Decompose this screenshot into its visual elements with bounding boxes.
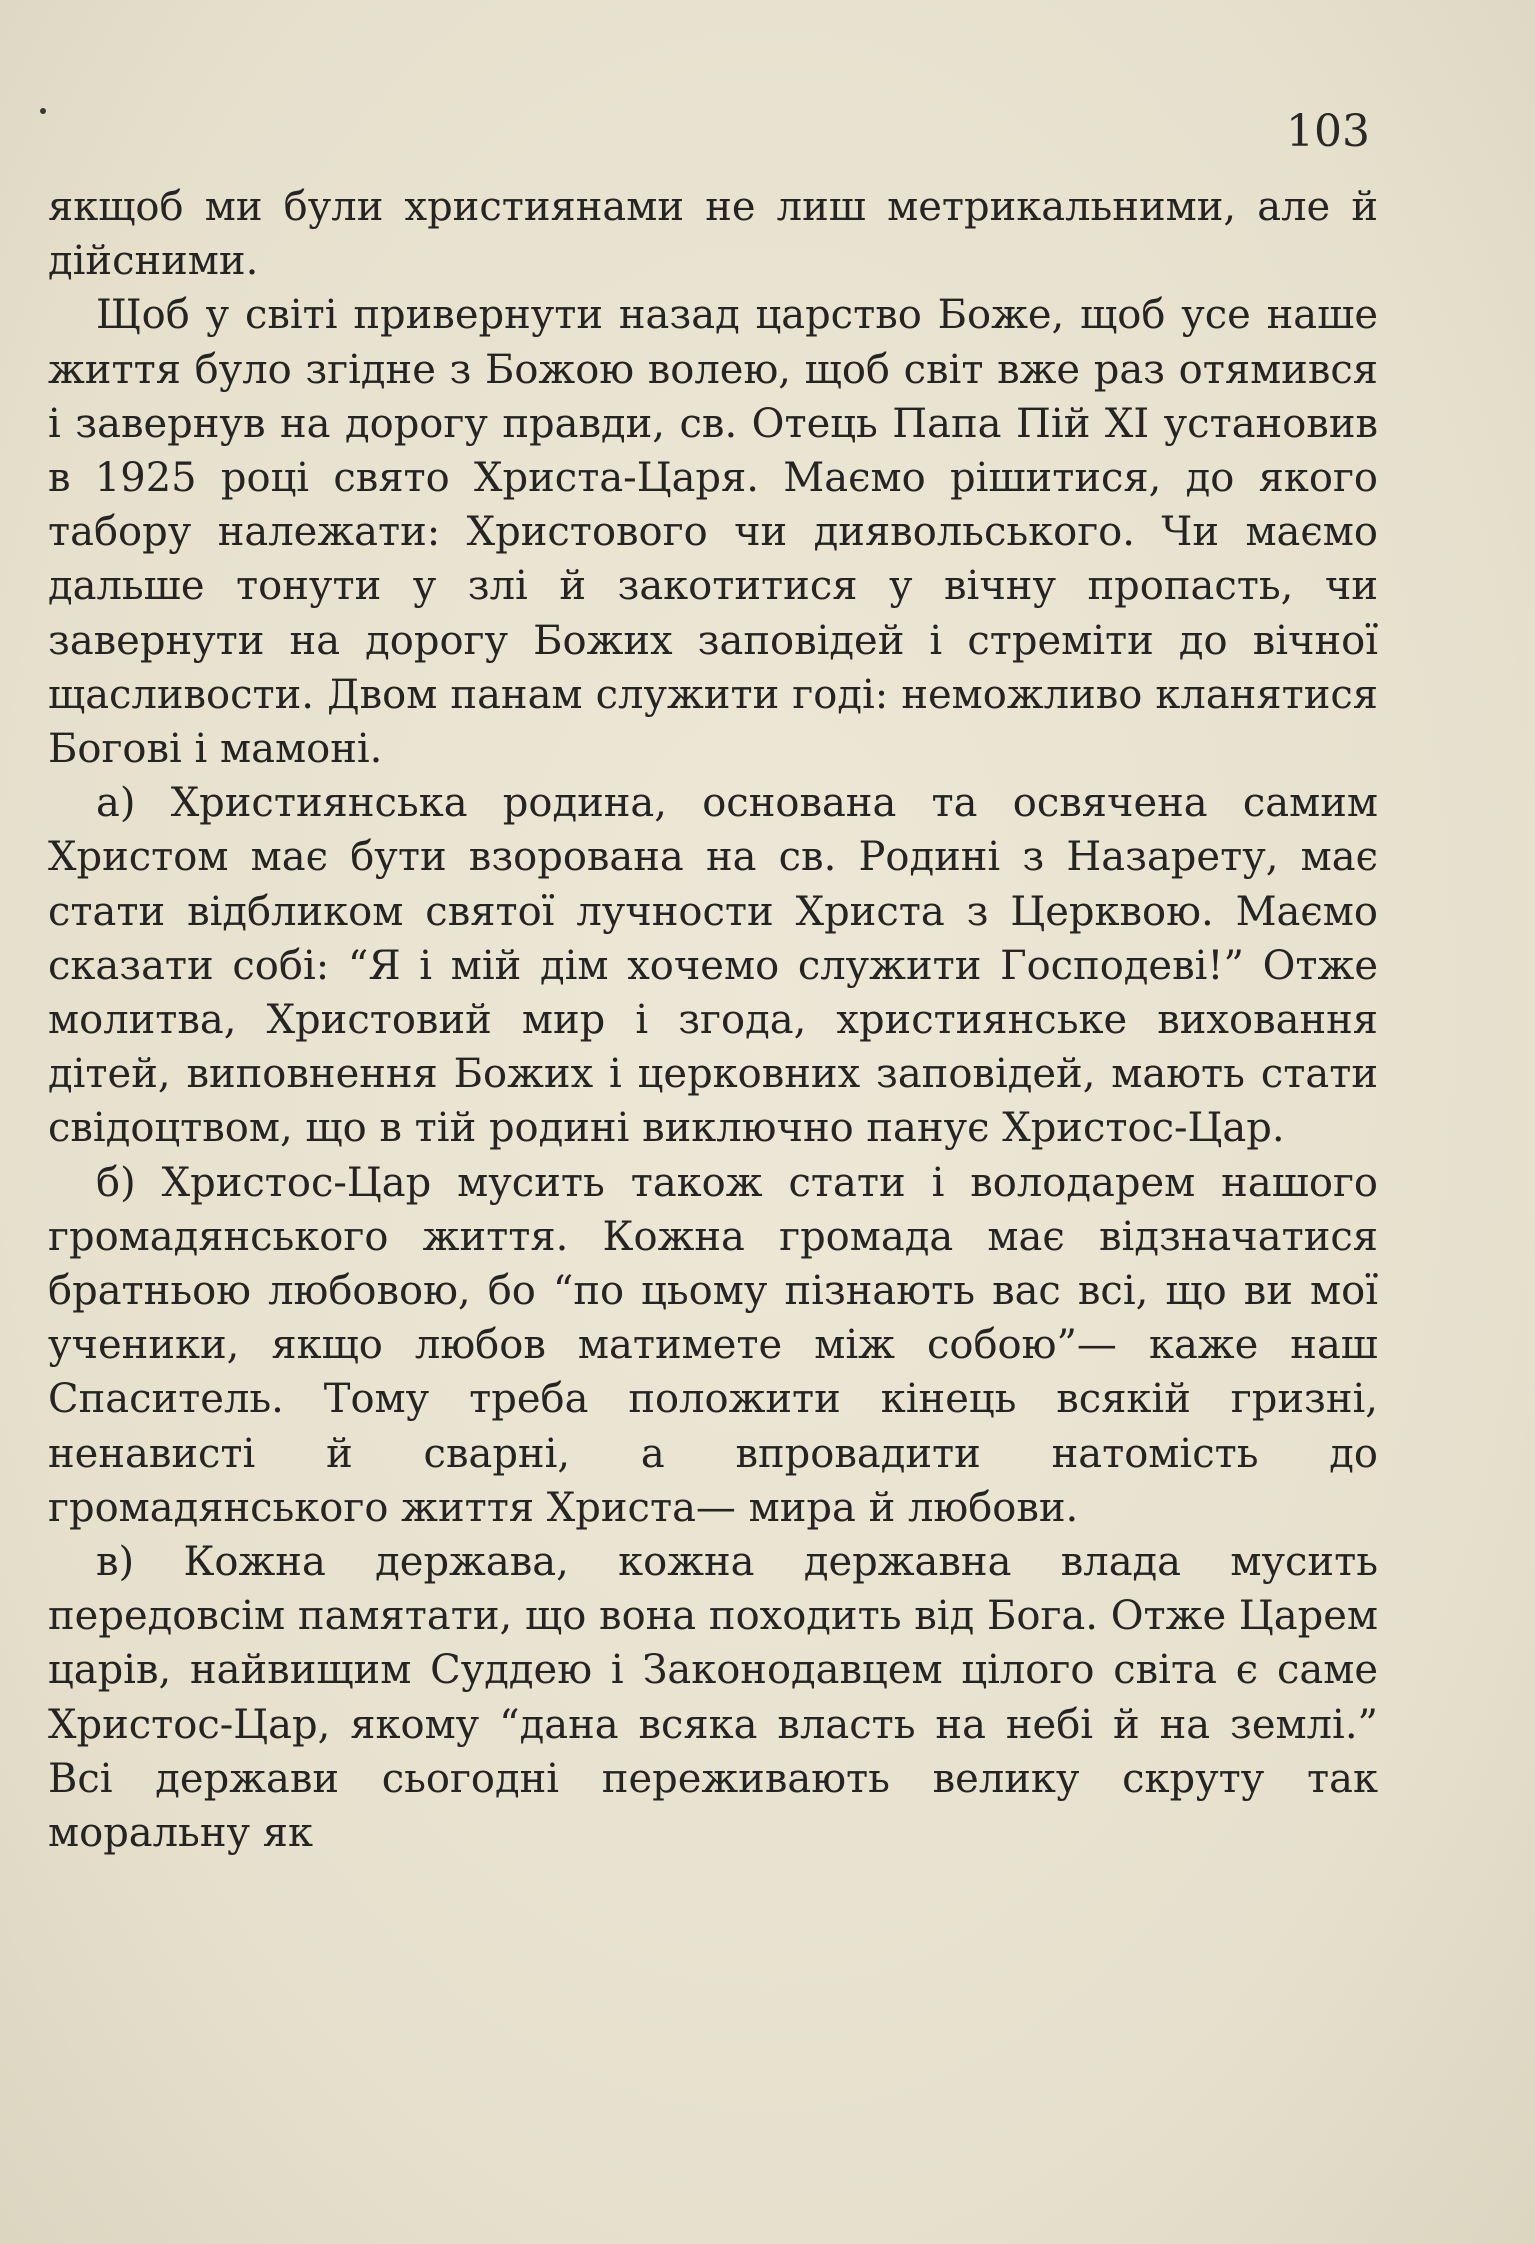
paragraph-state-authority: в) Кожна держава, кожна державна влада мусить передовсім памятати, що вона походить від Бога. Отже Царем царів, найвищим Суддею і Законодавцем цілого світа є саме Христос-Цар, якому “дана всяка власть на небі й на землі.” Всі держави сьогодні переживають велику скруту так моральну як (48, 1539, 1378, 1857)
print-speck (40, 108, 46, 114)
body-text (48, 180, 1378, 1860)
paragraph-christ-king-feast: Щоб у світі привернути назад царство Боже, щоб усе наше життя було згідне з Божою волею, щоб світ вже раз отямився і завернув на дорогу правди, св. Отець Папа Пій XI установив в 1925 році свято Христа-Царя. Маємо рішитися, до якого табору належати: Христового чи диявольського. Чи маємо дальше тонути у злі й закотитися у вічну пропасть, чи завернути на дорогу Божих заповідей і стреміти до вічної щасливости. Двом панам служити годі: неможливо кланятися Богові і мамоні. (48, 292, 1378, 773)
paragraph-christian-family: а) Християнська родина, основана та освячена самим Христом має бути взорована на св. Родині з Назарету, має стати відбликом святої лучности Христа з Церквою. Маємо сказати собі: “Я і мій дім хочемо служити Господеві!” Отже молитва, Христовий мир і згода, християнське виховання дітей, виповнення Божих і церковних заповідей, мають стати свідоцтвом, що в тій родині виключно панує Христос-Цар. (48, 780, 1378, 1152)
paragraph-civic-life: б) Христос-Цар мусить також стати і володарем нашого громадянського життя. Кожна громада має відзначатися братньою любовою, бо “по цьому пізнають вас всі, що ви мої ученики, якщо любов матимете між собою”— каже наш Спаситель. Тому треба положити кінець всякій гризні, ненависті й сварні, а впровадити натомість до громадянського життя Христа— мира й любови. (48, 1159, 1378, 1531)
paragraph-continuation: якщоб ми були християнами не лиш метрикальними, але й дійсними. (48, 184, 1378, 285)
page-number: 103 (1286, 106, 1370, 157)
